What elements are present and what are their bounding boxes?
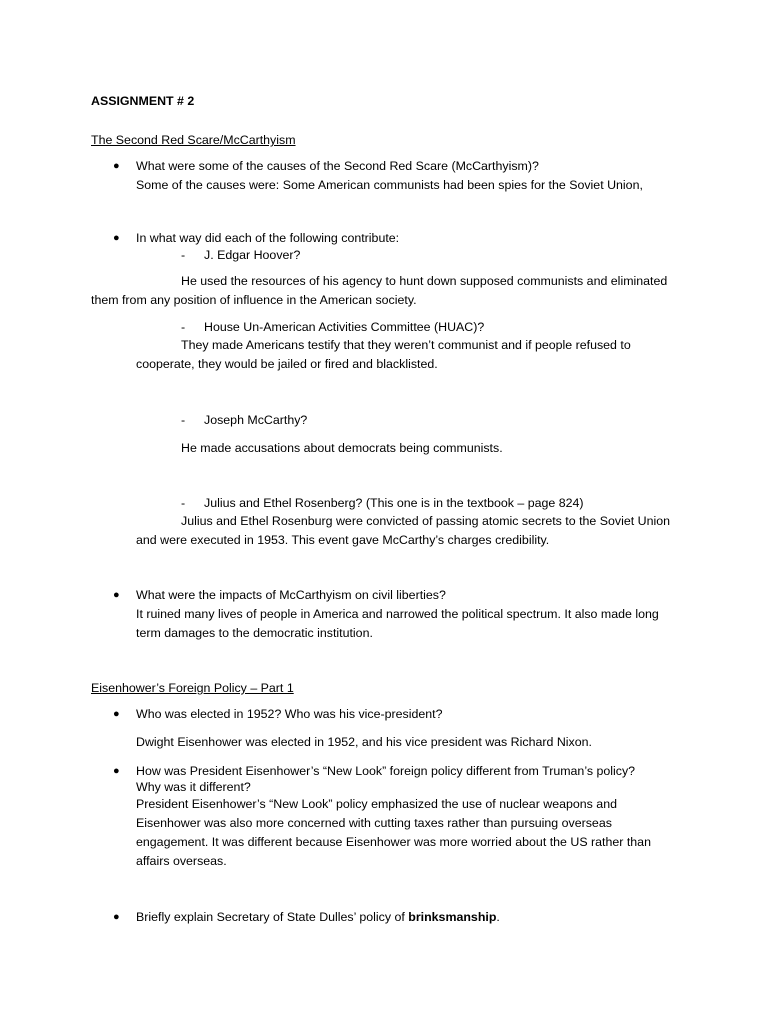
answer-elected-1952: Dwight Eisenhower was elected in 1952, and his vice president was Richard Nixon. [136,735,592,749]
question-brinksmanship [136,908,500,927]
bullet-icon: ● [113,589,120,601]
question-contribute: In what way did each of the following contribute: [136,231,400,245]
item-label-mccarthy: Joseph McCarthy? [204,413,308,427]
question-new-look-line1: How was President Eisenhower’s “New Look” foreign policy different from Truman’s policy? [136,764,636,778]
section-heading-red-scare: The Second Red Scare/McCarthyism [91,133,296,147]
answer-new-look-line3: engagement. It was different because Eisenhower was more worried about the US rather than [136,835,651,849]
dash-icon: - [181,496,186,510]
question-brinksmanship-prefix: Briefly explain Secretary of State Dulles’ policy of [136,910,409,924]
answer-huac-line1: They made Americans testify that they weren’t communist and if people refused to [181,338,631,352]
answer-new-look-line4: affairs overseas. [136,854,227,868]
answer-hoover-line2: them from any position of influence in the American society. [91,293,417,307]
question-new-look-line2: Why was it different? [136,780,251,794]
section-heading-eisenhower: Eisenhower’s Foreign Policy – Part 1 [91,681,294,695]
question-elected-1952: Who was elected in 1952? Who was his vice-president? [136,707,443,721]
answer-new-look-line2: Eisenhower was also more concerned with cutting taxes rather than pursuing overseas [136,816,612,830]
answer-civil-liberties-line2: term damages to the democratic institution. [136,626,373,640]
question-civil-liberties: What were the impacts of McCarthyism on civil liberties? [136,588,446,602]
answer-civil-liberties-line1: It ruined many lives of people in America and narrowed the political spectrum. It also made long [136,607,659,621]
item-label-hoover: J. Edgar Hoover? [204,248,301,262]
answer-huac-line2: cooperate, they would be jailed or fired and blacklisted. [136,357,438,371]
dash-icon: - [181,248,186,262]
bullet-icon: ● [113,911,120,923]
bullet-icon: ● [113,708,120,720]
assignment-title: ASSIGNMENT # 2 [91,94,195,108]
dash-icon: - [181,413,186,427]
bullet-icon: ● [113,160,120,172]
question-brinksmanship-suffix: . [496,910,500,924]
answer-mccarthy: He made accusations about democrats being communists. [181,441,503,455]
item-label-huac: House Un-American Activities Committee (HUAC)? [204,320,485,334]
bullet-icon: ● [113,765,120,777]
bullet-icon: ● [113,232,120,244]
answer-rosenberg-line2: and were executed in 1953. This event gave McCarthy’s charges credibility. [136,533,550,547]
item-label-rosenberg: Julius and Ethel Rosenberg? (This one is in the textbook – page 824) [204,496,584,510]
dash-icon: - [181,320,186,334]
answer-rosenberg-line1: Julius and Ethel Rosenburg were convicted of passing atomic secrets to the Soviet Union [181,514,671,528]
question-brinksmanship-term: brinksmanship [408,910,497,924]
answer-new-look-line1: President Eisenhower’s “New Look” policy emphasized the use of nuclear weapons and [136,797,617,811]
question-causes: What were some of the causes of the Second Red Scare (McCarthyism)? [136,159,539,173]
answer-causes: Some of the causes were: Some American communists had been spies for the Soviet Union, [136,178,643,192]
answer-hoover-line1: He used the resources of his agency to hunt down supposed communists and eliminated [181,274,668,288]
